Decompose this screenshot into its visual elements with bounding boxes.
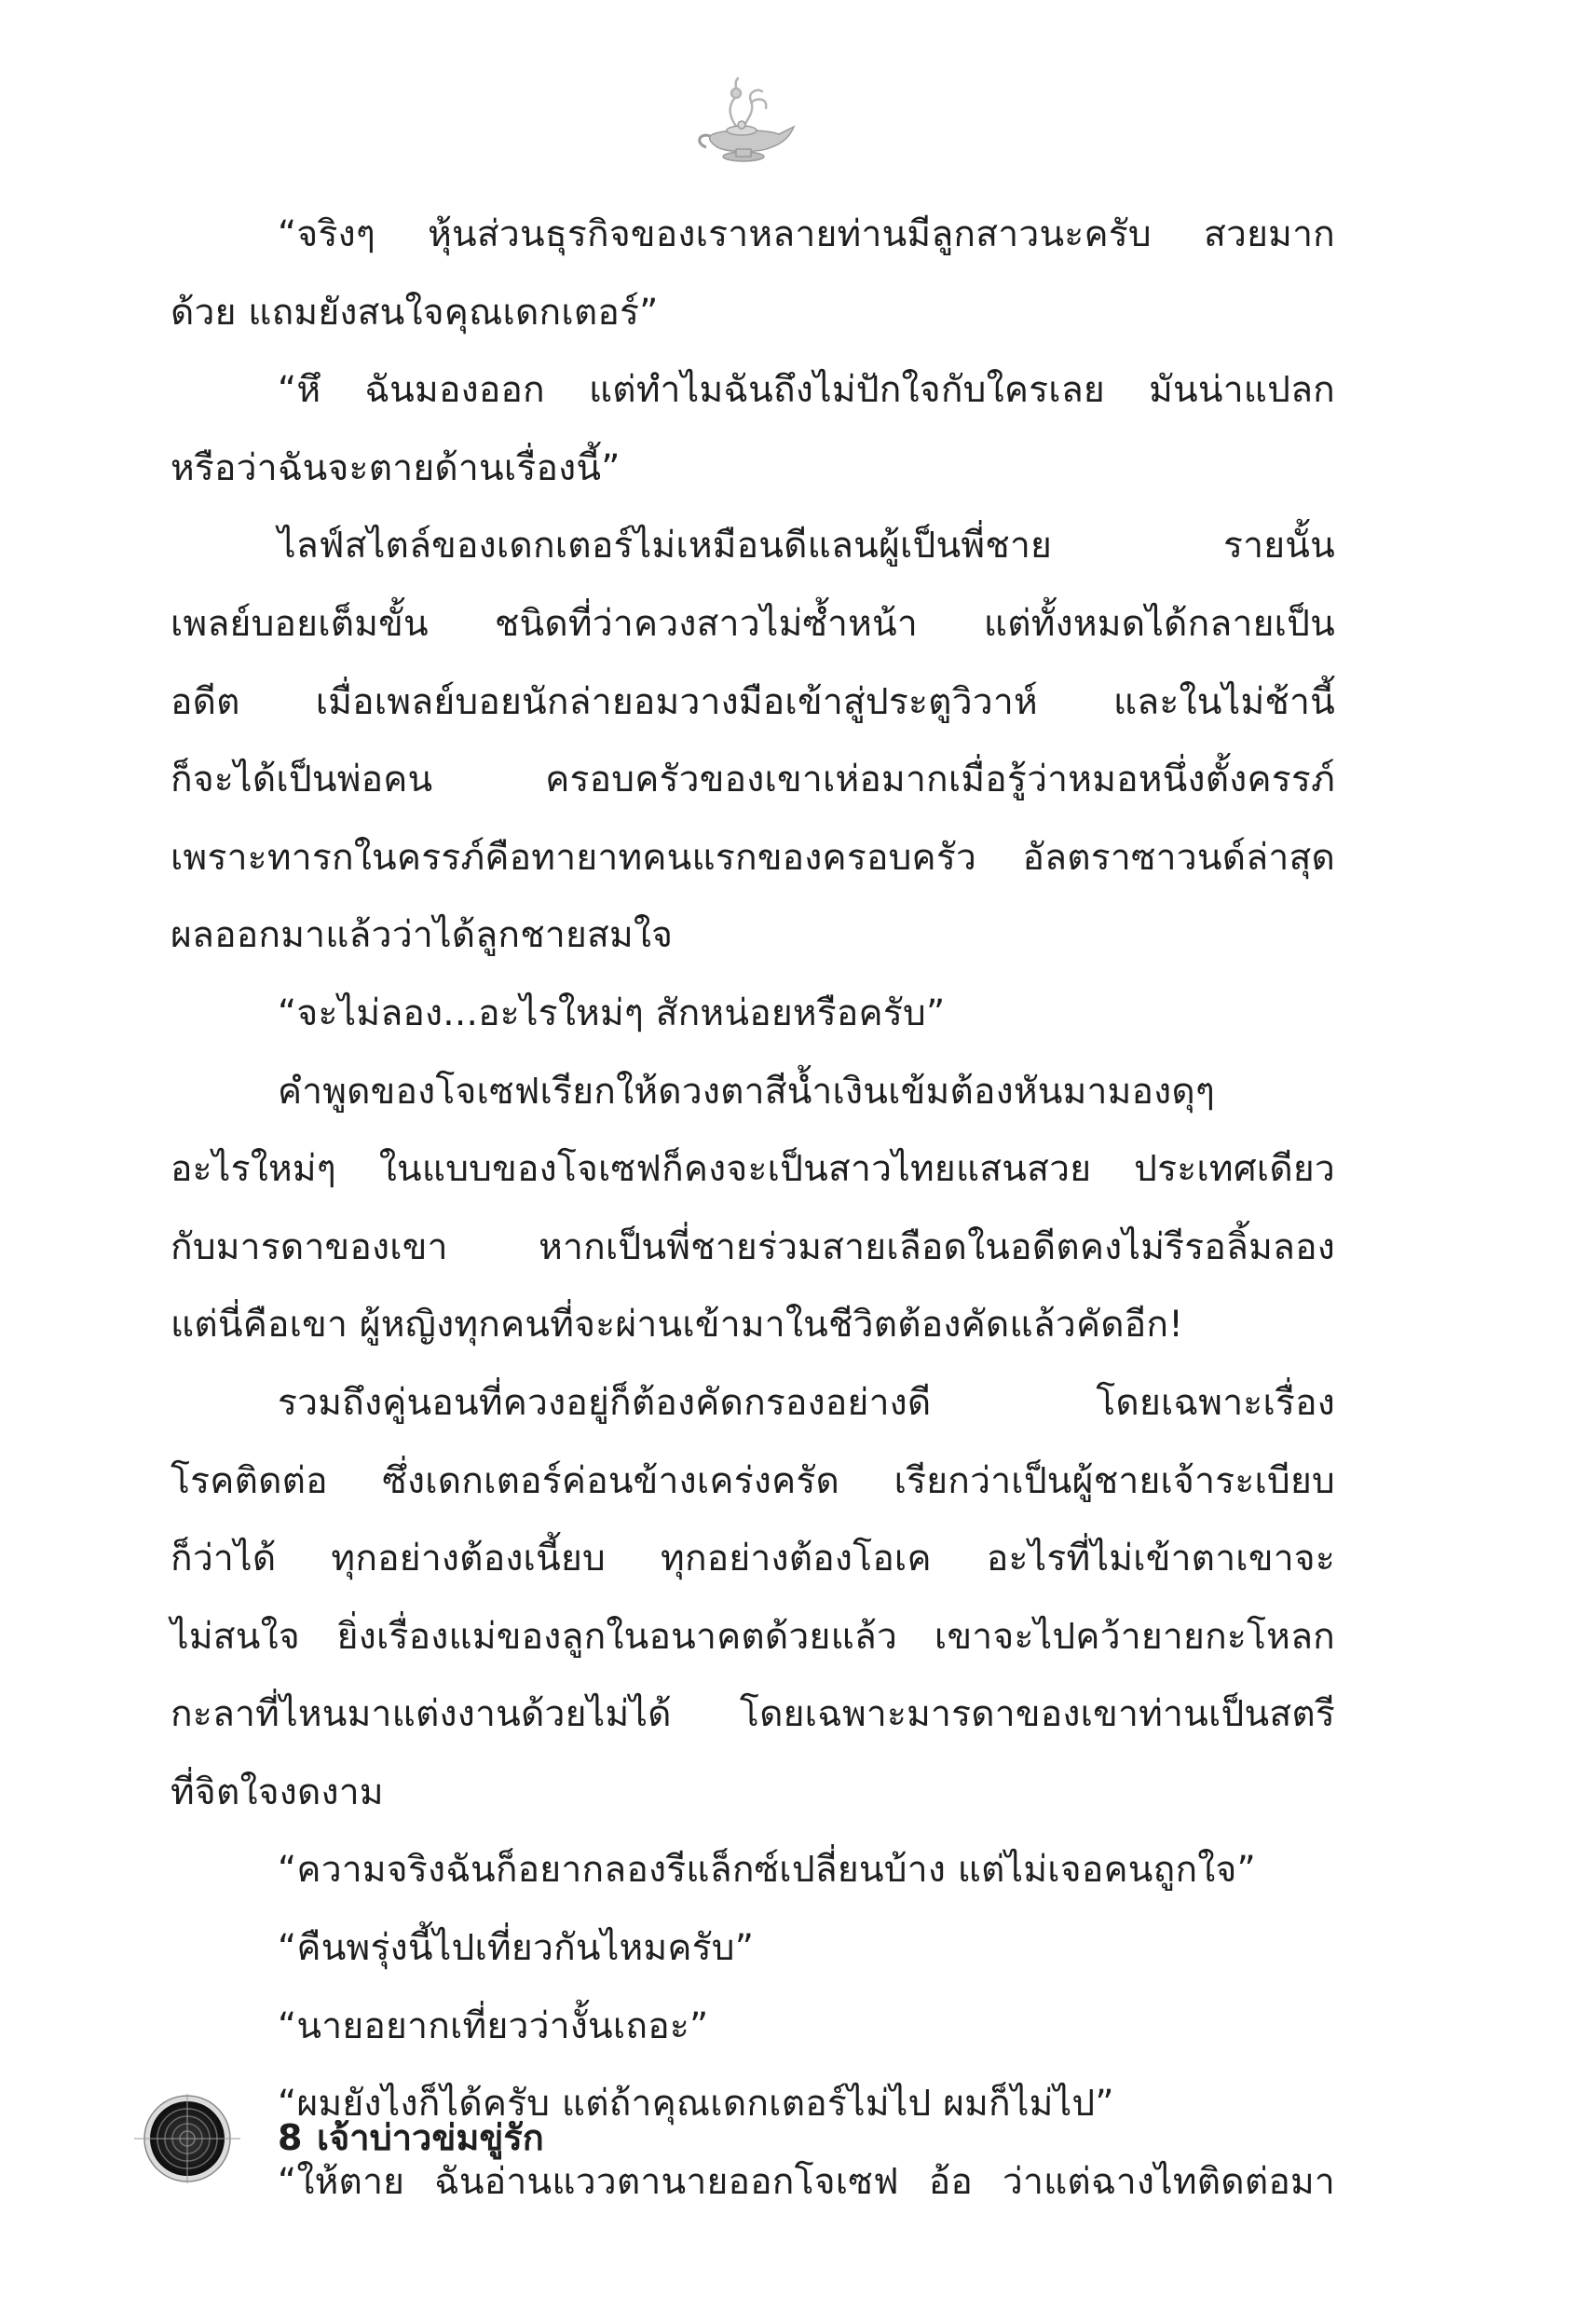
text-line: เพราะทารกในครรภ์คือทายาทคนแรกของครอบครัว อัลตราซาวนด์ล่าสุด — [171, 836, 1335, 879]
text-line: กะลาที่ไหนมาแต่งงานด้วยไม่ได้ โดยเฉพาะมารดาของเขาท่านเป็นสตรี — [171, 1693, 1335, 1736]
book-title: เจ้าบ่าวข่มขู่รัก — [317, 2117, 544, 2158]
text-line: “ให้ตาย ฉันอ่านแววตานายออกโจเซฟ อ้อ ว่าแต่ฉางไทติดต่อมา — [278, 2160, 1335, 2203]
text-line: “จริงๆ หุ้นส่วนธุรกิจของเราหลายท่านมีลูกสาวนะครับ สวยมาก — [278, 213, 1335, 255]
text-line: “จะไม่ลอง...อะไรใหม่ๆ สักหน่อยหรือครับ” — [278, 991, 946, 1034]
text-line: ด้วย แถมยังสนใจคุณเดกเตอร์” — [171, 291, 659, 334]
target-icon — [130, 2092, 244, 2185]
text-line: คำพูดของโจเซฟเรียกให้ดวงตาสีน้ำเงินเข้มต้องหันมามองดุๆ — [278, 1070, 1216, 1113]
text-line: ที่จิตใจงดงาม — [171, 1771, 384, 1813]
text-line: อะไรใหม่ๆ ในแบบของโจเซฟก็คงจะเป็นสาวไทยแสนสวย ประเทศเดียว — [171, 1148, 1335, 1191]
body-text — [171, 196, 1335, 2221]
page-footer — [130, 2092, 783, 2185]
page-number: 8 — [278, 2117, 303, 2158]
text-line: โรคติดต่อ ซึ่งเดกเตอร์ค่อนข้างเคร่งครัด เรียกว่าเป็นผู้ชายเจ้าระเบียบ — [171, 1459, 1335, 1502]
text-line: “หึ ฉันมองออก แต่ทำไมฉันถึงไม่ปักใจกับใครเลย มันน่าแปลก — [278, 369, 1335, 412]
text-line: หรือว่าฉันจะตายด้านเรื่องนี้” — [171, 446, 621, 489]
text-line: “คืนพรุ่งนี้ไปเที่ยวกันไหมครับ” — [278, 1927, 755, 1970]
text-line: ก็จะได้เป็นพ่อคน ครอบครัวของเขาเห่อมากเมื่อรู้ว่าหมอหนึ่งตั้งครรภ์ — [171, 759, 1335, 801]
text-line: อดีต เมื่อเพลย์บอยนักล่ายอมวางมือเข้าสู่ประตูวิวาห์ และในไม่ช้านี้ — [171, 680, 1335, 723]
text-line: ผลออกมาแล้วว่าได้ลูกชายสมใจ — [171, 914, 674, 957]
text-line: “ผมยังไงก็ได้ครับ แต่ถ้าคุณเดกเตอร์ไม่ไป ผมก็ไม่ไป” — [278, 2083, 1114, 2126]
genie-lamp-icon — [689, 75, 801, 168]
text-line: รวมถึงคู่นอนที่ควงอยู่ก็ต้องคัดกรองอย่างดี โดยเฉพาะเรื่อง — [278, 1381, 1335, 1424]
text-line: ไลฟ์สไตล์ของเดกเตอร์ไม่เหมือนดีแลนผู้เป็นพี่ชาย รายนั้น — [278, 525, 1335, 567]
text-line: ไม่สนใจ ยิ่งเรื่องแม่ของลูกในอนาคตด้วยแล้ว เขาจะไปคว้ายายกะโหลก — [171, 1615, 1335, 1658]
text-line: ก็ว่าได้ ทุกอย่างต้องเนี้ยบ ทุกอย่างต้องโอเค อะไรที่ไม่เข้าตาเขาจะ — [171, 1538, 1335, 1580]
text-line: “นายอยากเที่ยวว่างั้นเถอะ” — [278, 2004, 709, 2047]
text-line: เพลย์บอยเต็มขั้น ชนิดที่ว่าควงสาวไม่ซ้ำหน้า แต่ทั้งหมดได้กลายเป็น — [171, 602, 1335, 645]
text-line: “ความจริงฉันก็อยากลองรีแล็กซ์เปลี่ยนบ้าง แต่ไม่เจอคนถูกใจ” — [278, 1849, 1256, 1892]
text-line: กับมารดาของเขา หากเป็นพี่ชายร่วมสายเลือดในอดีตคงไม่รีรอลิ้มลอง — [171, 1225, 1335, 1268]
text-line: แต่นี่คือเขา ผู้หญิงทุกคนที่จะผ่านเข้ามาในชีวิตต้องคัดแล้วคัดอีก! — [171, 1304, 1184, 1347]
